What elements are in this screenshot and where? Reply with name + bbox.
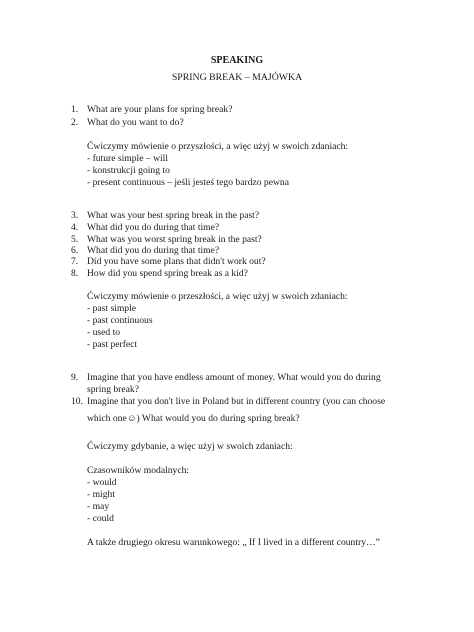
page-title: SPEAKING [210, 55, 264, 66]
question-10 [71, 396, 385, 408]
question-text: Imagine that you don't live in Poland but in different country (you can choose [87, 396, 386, 407]
question-7 [71, 256, 266, 268]
question-number: 5. [71, 234, 79, 245]
list-item: - may [87, 501, 110, 512]
list-item: - would [87, 477, 117, 488]
question-number: 7. [71, 256, 79, 267]
list-item: - used to [87, 327, 121, 338]
question-text: How did you spend spring break as a kid? [87, 268, 248, 279]
question-text: Did you have some plans that didn't work out? [87, 256, 266, 267]
question-4 [71, 222, 219, 234]
question-number: 10. [71, 396, 83, 407]
instruction-conditional: Ćwiczymy gdybanie, a więc użyj w swoich zdaniach: [87, 441, 293, 452]
list-item: - might [87, 489, 115, 500]
question-text: Imagine that you have endless amount of money. What would you do during [87, 372, 381, 383]
conditional-note: A także drugiego okresu warunkowego: „ If I lived in a different country…” [87, 537, 380, 548]
question-text: What are your plans for spring break? [87, 104, 233, 115]
list-item: - future simple – will [87, 153, 168, 164]
list-item: - past continuous [87, 315, 153, 326]
question-9 [71, 372, 381, 384]
question-number: 4. [71, 222, 79, 233]
question-10-continuation: which one☺) What would you do during spring break? [87, 413, 300, 424]
list-item: - could [87, 513, 114, 524]
question-text: What do you want to do? [87, 117, 184, 128]
question-number: 1. [71, 104, 79, 115]
question-1 [71, 104, 232, 116]
question-number: 2. [71, 117, 79, 128]
question-9-continuation: spring break? [87, 384, 139, 395]
question-3 [71, 210, 259, 222]
question-8 [71, 268, 248, 280]
list-item: - past simple [87, 303, 137, 314]
question-text: What was you worst spring break in the past? [87, 234, 262, 245]
list-item: - present continuous – jeśli jesteś tego bardzo pewna [87, 177, 289, 188]
question-text: What did you do during that time? [87, 222, 220, 233]
question-number: 3. [71, 210, 79, 221]
list-item: - konstrukcji going to [87, 165, 170, 176]
question-2 [71, 117, 184, 129]
question-number: 9. [71, 372, 79, 383]
question-number: 8. [71, 268, 79, 279]
question-text: What did you do during that time? [87, 245, 220, 256]
page-subtitle: SPRING BREAK – MAJÓWKA [171, 72, 303, 83]
question-number: 6. [71, 245, 79, 256]
list-item: - past perfect [87, 339, 138, 350]
question-text: What was your best spring break in the past? [87, 210, 260, 221]
instruction-past: Ćwiczymy mówienie o przeszłości, a więc użyj w swoich zdaniach: [87, 291, 348, 302]
modal-heading: Czasowników modalnych: [87, 465, 190, 476]
instruction-future: Ćwiczymy mówienie o przyszłości, a więc użyj w swoich zdaniach: [87, 141, 349, 152]
